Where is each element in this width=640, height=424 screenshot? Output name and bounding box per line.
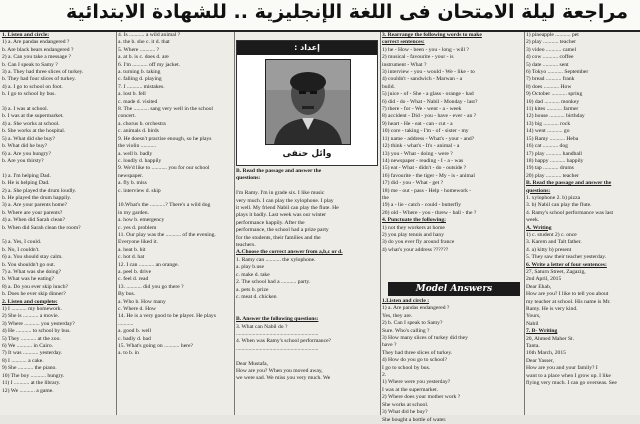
text-line: 4) How do you go to school? (382, 357, 447, 364)
text-line: 6) Tokyo ........... September (526, 69, 589, 76)
text-line: b. Are black bears endangered ? (2, 46, 74, 53)
page-banner (0, 0, 640, 32)
text-line: 8. The ........... sang very well in the school (118, 106, 213, 113)
text-line: 11) name - address - What's - your - and? (382, 135, 475, 142)
text-line: 1) pineapple ........... pet (526, 32, 579, 38)
text-line (236, 183, 378, 190)
text-line: 5) They ........... at the zoo. (2, 335, 61, 342)
text-line: 1. xylophone 2. b) pizza (526, 194, 581, 201)
text-line: 3) a. They had three slices of turkey. (2, 69, 84, 76)
text-line: plays it badly. Last week was our winter (236, 212, 327, 219)
section-heading: 1.Listen and circle : (382, 298, 430, 304)
text-line: 4. a) kitty b) present (526, 246, 572, 253)
author-portrait-icon (266, 60, 350, 144)
text-line: 1. Ramy can ........... the xylophone. (236, 256, 316, 263)
text-line: How are you? When you moved away, (236, 367, 323, 374)
text-line: b. She works at the hospital. (2, 128, 66, 135)
text-line: c. yes d. problem (118, 224, 157, 231)
column-divider (380, 32, 381, 415)
text-line: 5. They saw their teacher yesterday. (526, 254, 607, 261)
text-line: 2) you play tennis and hany (382, 231, 444, 238)
text-line: 1) a. Are pandas endangered ? (2, 39, 70, 46)
text-line: b. He is helping Dad. (2, 180, 50, 187)
text-line: 10) The boy ........... hungry. (2, 372, 65, 379)
text-line: b. Can I speak to Samy ? (2, 61, 58, 68)
text-line: c. hot d. hat (118, 254, 145, 261)
text-line: 10.What's the ...........? There's a wild dog (118, 202, 211, 209)
text-line: 10) core - taking - I'm - of - sister - my (382, 128, 469, 135)
text-line: She works at school. (382, 401, 429, 408)
text-line: 19) a - lie - catch - could - butterfly (382, 202, 462, 209)
text-line: Dear Yasser, (526, 357, 554, 364)
text-line: 9) October ........... spring (526, 91, 583, 98)
text-line: 6) a. You should stay calm. (2, 254, 63, 261)
text-line: 2nd April, 2015 (526, 276, 562, 283)
text-line: c. Where d. How (118, 306, 156, 313)
text-line: 18) happy ........... happily (526, 157, 584, 164)
text-line: 1) a. I'm helping Dad. (2, 172, 51, 179)
text-line: 19) tap ........... drums (526, 165, 574, 172)
section-heading: 7. B- Writing (526, 328, 558, 335)
text-line: newspaper. (118, 172, 144, 179)
text-line: a. peel b. drive (118, 269, 152, 275)
text-line: 3) How many slices of turkey did they (382, 335, 468, 342)
section-heading: 1. Listen and circle: (2, 32, 50, 38)
text-line: 11) I ........... at the library. (2, 380, 61, 387)
text-line: ........... (118, 320, 134, 327)
section-heading: 2. Listen and complete: (2, 298, 58, 305)
text-line: concert. (118, 113, 136, 120)
text-line: week. (526, 217, 540, 224)
text-line: I go to school by bus. (382, 364, 431, 371)
text-line: 3. Karem and Talt father. (526, 239, 582, 246)
section-heading: questions: (236, 175, 261, 182)
text-line: 4) He ........... to school by bus. (2, 328, 71, 335)
text-line: 17) play ........... handball (526, 150, 582, 157)
text-line: 10) dad ........... monkey (526, 98, 580, 105)
text-line: 3) Where ........... you yesterday? (2, 320, 75, 327)
text-line: 5) a. What did she buy? (2, 135, 56, 142)
text-line: 15) Ramy ........... Heba (526, 135, 579, 142)
text-line: 2. (382, 372, 387, 379)
text-line: 1) c. student 2) c. once (526, 231, 577, 238)
text-line: Tanta. (526, 343, 540, 350)
text-line: 8) does ........... How (526, 83, 572, 90)
text-line: 6. I'm ........... off my jacket. (118, 61, 181, 68)
text-line: Nabil (526, 320, 539, 327)
text-line: 2) She is ........... a movie. (2, 313, 60, 320)
text-line: How are you and your family? I (526, 365, 598, 372)
text-line: 13) you - What - doing - were ? (382, 150, 453, 157)
text-line: 13. ........... did you go there ? (118, 283, 184, 290)
text-line: c. feel d. read (118, 276, 149, 283)
text-line: 7) It was ........... yesterday. (2, 350, 63, 357)
text-line: c. interview d. skip (118, 187, 161, 194)
text-line: How are you? I like to tell you about (526, 291, 609, 298)
text-line: 27, Saturn Street, Zagazig, (526, 269, 586, 275)
text-line: Dear Mustafa, (236, 360, 268, 367)
text-line: 9. He doesn't practise enough, so he plays (118, 135, 212, 142)
text-line: 4) a. She works at school. (2, 120, 60, 127)
text-line: 8) a. Do you ever skip lunch? (2, 283, 69, 290)
text-line: 3. b) Nabil can play the flute. (526, 202, 592, 209)
text-line: b. What did he buy? (2, 143, 48, 150)
text-line: 2) a. Can you take a message ? (2, 54, 71, 61)
text-line: 14. He is a very good to be player. He plays (118, 313, 216, 320)
text-line: 5) a. Yes, I could. (2, 239, 42, 246)
text-line: 4) a. When did Sarah clean? (2, 217, 65, 224)
text-line: c. loudly d. happily (118, 157, 162, 164)
text-line: Yes, they are. (382, 312, 413, 319)
section-heading: 4. Punctuate the following: (382, 217, 447, 224)
text-line: b. Are you thirsty? (2, 157, 44, 164)
text-line: a. how b. emergency (118, 217, 165, 224)
text-line: a. chorus b. orchestra (118, 120, 166, 127)
text-line: 2) Where does your mother work ? (382, 394, 461, 401)
text-line: c. badly d. bad (118, 335, 151, 342)
text-line: 1) Where were you yesterday? (382, 379, 451, 386)
text-line: a. well b. badly (118, 150, 153, 157)
text-line: 3) a. Are your parents home? (2, 202, 67, 209)
text-line: performance happily. After the (236, 219, 305, 226)
text-line: 3) video ........... camel (526, 46, 577, 53)
text-line: I'm Ramy. I'm in grade six. I like music (236, 190, 325, 197)
text-line: ........................................................... (236, 330, 319, 337)
text-line: 2) a. She played the drum loudly. (2, 187, 77, 194)
author-photo (265, 59, 351, 145)
text-line: a. fly b. miss (118, 180, 147, 187)
text-line: 13) big ........... rock (526, 120, 571, 127)
text-line: 4. Is ........... a wild animal ? (118, 32, 181, 38)
text-line: have ? (382, 342, 397, 349)
text-line: 14) newspaper - reading - I - a - was (382, 157, 464, 164)
text-line: 3. What can Nabil do ? (236, 323, 288, 330)
text-line: c. made d. visited (118, 98, 158, 105)
text-line: 12) house ........... birthday (526, 113, 585, 120)
text-line: a. turning b. taking (118, 69, 161, 76)
text-line: teachers. (236, 242, 256, 249)
text-line (118, 195, 234, 202)
text-line: b. When did Sarah clean the room? (2, 224, 81, 231)
text-line: 7. I ........... mistakes. (118, 83, 165, 90)
text-line: 5. Where ........... ? (118, 46, 160, 53)
text-line: 20) old - Where - you - threw - ball - the ? (382, 209, 477, 216)
text-line: I was at the supermarket. (382, 386, 439, 393)
text-line: 15. What's going on ........... here? (118, 343, 194, 350)
text-line: Sure. Who's calling ? (382, 327, 430, 334)
section-heading: B. Read the passage and answer the (526, 180, 612, 187)
text-line: 12) think - what's - It's - animal - a (382, 143, 460, 150)
text-line: for the students, their families and the (236, 234, 321, 241)
text-line: very much. I can play the xylophone. I play (236, 197, 334, 204)
section-heading: correct sentences: (382, 39, 425, 46)
text-line: Dear Ehab, (526, 283, 552, 290)
text-line: a. to b. in (118, 350, 139, 357)
column-divider (234, 32, 235, 415)
text-line: 4. Ramy's school performance was last (526, 209, 614, 216)
text-line: 2) play ........... teacher (526, 39, 577, 46)
text-line: a. play b.use (236, 264, 264, 271)
author-header: إعداد : (237, 41, 377, 55)
text-line: c. make d. take (236, 271, 270, 278)
column-divider (116, 32, 117, 415)
text-line: 20) play ........... teacher (526, 172, 579, 179)
text-line: instrument - What ? (382, 61, 427, 68)
text-line: 2) musical - favourite - your - is (382, 54, 454, 61)
text-line: 12. I can ........... an orange. (118, 261, 179, 268)
text-line: 1) a. Are pandas endangered ? (382, 305, 450, 312)
text-line: 4) a. I go to school on foot. (2, 83, 63, 90)
text-line: 11. Our play was the ........... of the evening. (118, 231, 216, 238)
text-line: 9) She ........... the piano. (2, 365, 57, 372)
text-line (236, 353, 378, 360)
text-line: a. at b. is c. does d. are (118, 54, 169, 61)
text-line: 16) cat ........... dog (526, 143, 568, 150)
text-line: Everyone liked it. (118, 239, 158, 246)
text-line: it well. My friend Nabil can play the flute. He (236, 205, 339, 212)
text-line: b. Where are your parents? (2, 209, 63, 216)
text-line: b. No, I couldn't. (2, 246, 40, 253)
text-line: the (382, 194, 389, 201)
section-heading: A.Choose the correct answer from a,b,c or d. (236, 249, 343, 256)
text-line: 12) We ........... a game. (2, 387, 54, 394)
section-heading: questions: (526, 187, 551, 194)
text-line: build. (382, 83, 395, 90)
text-line: 16) favourite - the tiger - My - is - animal (382, 172, 475, 179)
text-line: ........................................................... (236, 345, 319, 352)
text-line: 9) heart - He - eat - can - cut - a (382, 120, 453, 127)
text-line: b. He played the drum happily. (2, 194, 72, 201)
text-line: want to a place when I grow up. I like (526, 372, 611, 379)
text-line: 3) interview - you - would - We - like - to (382, 69, 475, 76)
column-listening (2, 32, 114, 415)
section-heading: 6. Write a letter of four sentences: (526, 261, 607, 268)
text-line: By bus. (118, 291, 136, 298)
column-answers (526, 32, 638, 415)
text-line: 5) date ........... sent (526, 61, 569, 68)
text-line: 3) do you ever fly around france (382, 239, 455, 246)
column-reading-passage (236, 168, 378, 415)
text-line: a. pets b. prize (236, 286, 269, 293)
text-line: b. I was at the supermarket. (2, 113, 64, 120)
column-rearrange (382, 32, 522, 280)
model-answers-heading: Model Answers (388, 282, 520, 296)
section-heading: B. Answer the following questions: (236, 316, 319, 323)
text-line: 8) I ........... a cake. (2, 357, 44, 364)
text-line: a. heat b. hit (118, 246, 146, 253)
text-line: 20, Ahmed Maher St. (526, 335, 575, 342)
text-line: my teacher at school. His name is Mr. (526, 298, 611, 305)
text-line: 2. The school had a ........... party. (236, 279, 311, 286)
text-line: 16th March, 2015 (526, 350, 566, 357)
text-line: a. lost b. fell (118, 91, 146, 98)
text-line: 1) I ........... my homework. (2, 306, 62, 313)
text-line (236, 309, 378, 316)
text-line: 4) cow ........... coffee (526, 54, 574, 61)
text-line: 7) there - for - We - went - a - week (382, 106, 462, 113)
text-line: 15) eat - What - didn't - do - outside ? (382, 165, 467, 172)
text-line (236, 301, 378, 308)
text-line: c. animals d. birds (118, 128, 159, 135)
text-line: Ramy. He is very kind. (526, 306, 578, 313)
text-line: the violin ........... (118, 143, 157, 150)
text-line: 6) a. Are you hungry? (2, 150, 51, 157)
page-title: مراجعة ليلة الامتحان فى اللغة الإنجليزية .. للشهادة الابتدائية (65, 1, 628, 23)
text-line: 4) couldn't - sandwich - Marwan - a (382, 76, 463, 83)
text-line: 5) juice - of - She - a glass - orange - had (382, 91, 474, 98)
text-line: Yours, (526, 313, 541, 320)
section-heading: A. Writing (526, 224, 552, 231)
text-line: 7) bread ........... frank (526, 76, 575, 83)
text-line: b. You shouldn't go out. (2, 261, 56, 268)
section-heading: 3. Rearrange the following words to make (382, 32, 482, 38)
text-line (2, 99, 114, 106)
text-line (2, 165, 114, 172)
text-line: 1) not they workers at home (382, 224, 445, 231)
text-line: performance, the school had a prize party (236, 227, 329, 234)
text-line: b. Does he ever skip dinner? (2, 291, 66, 298)
text-line: 4) what's your address ?????? (382, 246, 449, 253)
column-divider (524, 32, 525, 415)
text-line: 17) did - you - What - get ? (382, 180, 444, 187)
text-line: 6) did - do - What - Nabil - Monday - last? (382, 98, 478, 105)
text-line: b. I go to school by bus. (2, 91, 56, 98)
column-model-answers (382, 298, 522, 423)
text-line: a. the b. she c. it d. that (118, 39, 170, 46)
text-line: flying very much. I can go overseas. See (526, 380, 617, 387)
text-line: 14) went ........... go (526, 128, 570, 135)
text-line: c. meat d. chicken (236, 293, 277, 300)
text-line: 1) he - How - been - you - long - will ? (382, 46, 469, 53)
text-line: 3) What did he buy? (382, 409, 428, 416)
text-line: a. good b. well (118, 328, 152, 335)
author-name: وائل حنفى (282, 149, 332, 159)
text-line: we were sad. We miss you very much. We (236, 375, 331, 382)
text-line: 7) a. What was she doing? (2, 269, 61, 275)
text-line: b. What was he eating? (2, 276, 54, 283)
text-line: in my garden. (118, 209, 149, 216)
column-multiple-choice (118, 32, 234, 415)
text-line: 2) b. Can I speak to Samy? (382, 320, 443, 327)
text-line: a. Who b. How many (118, 298, 166, 305)
text-line: 4. When was Ramy's school performance? (236, 338, 332, 345)
author-box (236, 40, 378, 166)
text-line: 18) me - out - pass - Help - homework - (382, 187, 472, 194)
text-line: She bought a bottle of water. (382, 416, 447, 423)
text-line: 3) a. I was at school. (2, 106, 49, 113)
section-heading: B. Read the passage and answer the (236, 168, 322, 174)
text-line: 11) kites ........... farmer (526, 106, 579, 113)
text-line: They had three slices of turkey. (382, 349, 453, 356)
text-line: 8) accident - Did - you - have - ever - an ? (382, 113, 477, 120)
text-line: 9. We'd like to ........... you for our school (118, 165, 210, 172)
text-line: c. falling d. playing (118, 76, 162, 83)
text-line: b. They had four slices of turkey. (2, 76, 76, 83)
text-line: 6) We ........... in Cairo. (2, 343, 54, 350)
